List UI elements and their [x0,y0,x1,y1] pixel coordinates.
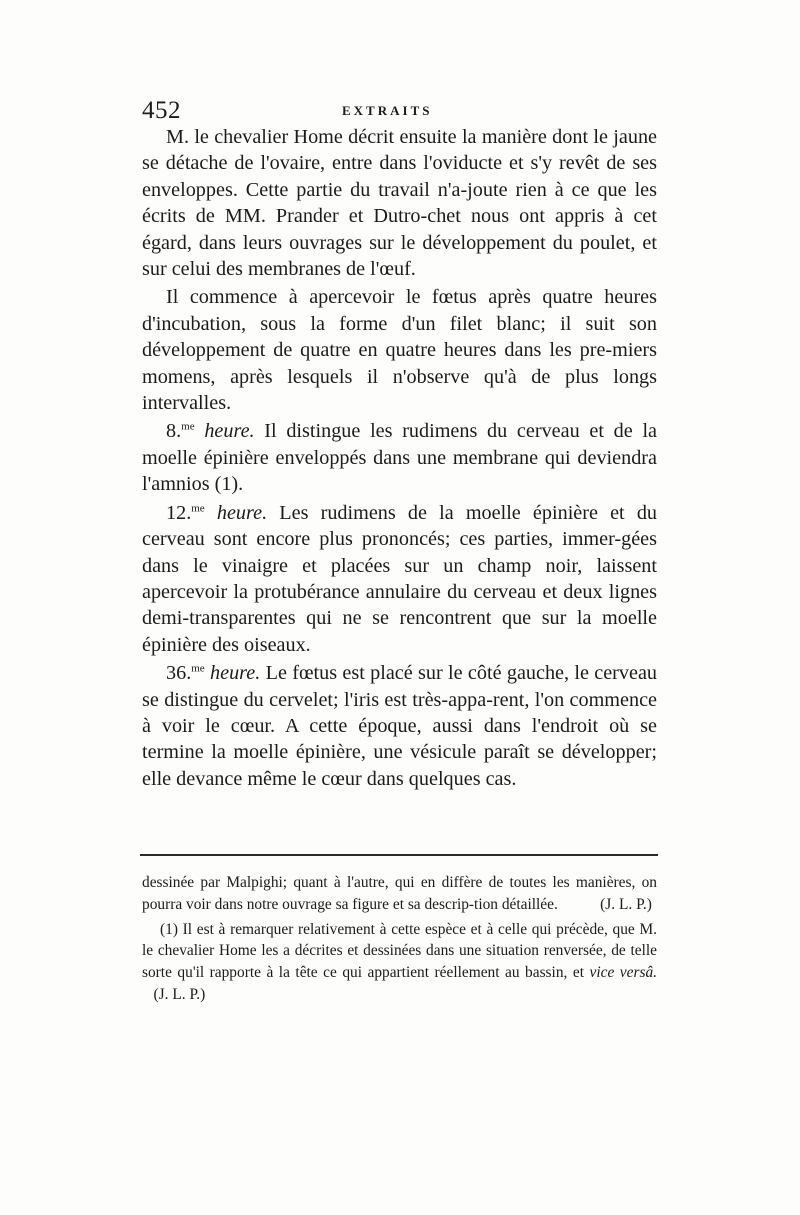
paragraph-5-text: Le fœtus est placé sur le côté gauche, le cerveau se distingue du cervelet; l'iris est très-appa-rent, l'on commence à voir le cœur. A cette époque, aussi dans l'endroit où se termine la moelle épinière, une vésicule paraît se développer; elle devance même le cœur dans quelques cas. [142,662,658,790]
hour-word: heure. [210,662,261,685]
main-text [142,124,657,792]
running-head: EXTRAITS [342,103,433,118]
footnotes [142,872,657,1006]
hour-superscript: me [191,662,205,675]
hour-number-36: 36. [166,662,192,685]
page-header [142,97,657,124]
paragraph-4-text: Les rudimens de la moelle épinière et du cerveau sont encore plus prononcés; ces parties, immer-gées dans le vinaigre et placées sur un champ noir, laissent apercevoir la protubérance annulaire du cerveau et deux lignes demi-transparentes qui ne se rencontrent que sur la moelle épinière des oiseaux. [142,501,658,656]
footnote-2-text: (1) Il est à remarquer relativement à cette espèce et à celle qui précède, que M. le chevalier Home les a décrites et dessinées dans une situation renversée, de telle sorte qu'il rapporte à la tête ce qui appartient réellement au bassin, et [142,920,657,982]
paragraph-5 [142,660,657,792]
footnote-divider [140,854,658,856]
hour-number-12: 12. [166,501,192,524]
hour-word: heure. [204,420,255,443]
paragraph-1: M. le chevalier Home décrit ensuite la manière dont le jaune se détache de l'ovaire, entre dans l'oviducte et s'y revêt de ses enveloppes. Cette partie du travail n'a-joute rien à ce que les écrits de MM. Prander et Dutro-chet nous ont appris à cet égard, dans leurs ouvrages sur le développement du poulet, et sur celui des membranes de l'œuf. [142,126,657,281]
hour-superscript: me [181,420,195,433]
hour-number-8: 8. [166,420,182,443]
paragraph-4 [142,500,657,658]
footnote-continuation [142,872,657,916]
paragraph-3 [142,418,657,497]
paragraph-2: Il commence à apercevoir le fœtus après quatre heures d'incubation, sous la forme d'un filet blanc; il suit son développement de quatre en quatre heures dans les pre-miers momens, après lesquels il n'observe qu'à de plus longs intervalles. [142,286,657,415]
footnote-2 [142,919,657,1006]
paragraph-3-text: Il distingue les rudimens du cerveau et de la moelle épinière enveloppés dans une membrane qui deviendra l'amnios (1). [142,420,658,496]
footnote-2-signature: (J. L. P.) [153,985,206,1003]
footnote-1-text: dessinée par Malpighi; quant à l'autre, qui en diffère de toutes les manières, on pourra voir dans notre ouvrage sa figure et sa descrip-tion détaillée. [142,874,657,913]
footnote-2-italic: vice versâ. [589,964,657,982]
footnote-1-signature: (J. L. P.) [600,895,652,913]
page-number: 452 [142,97,181,124]
hour-word: heure. [216,501,268,524]
hour-superscript: me [191,501,205,514]
